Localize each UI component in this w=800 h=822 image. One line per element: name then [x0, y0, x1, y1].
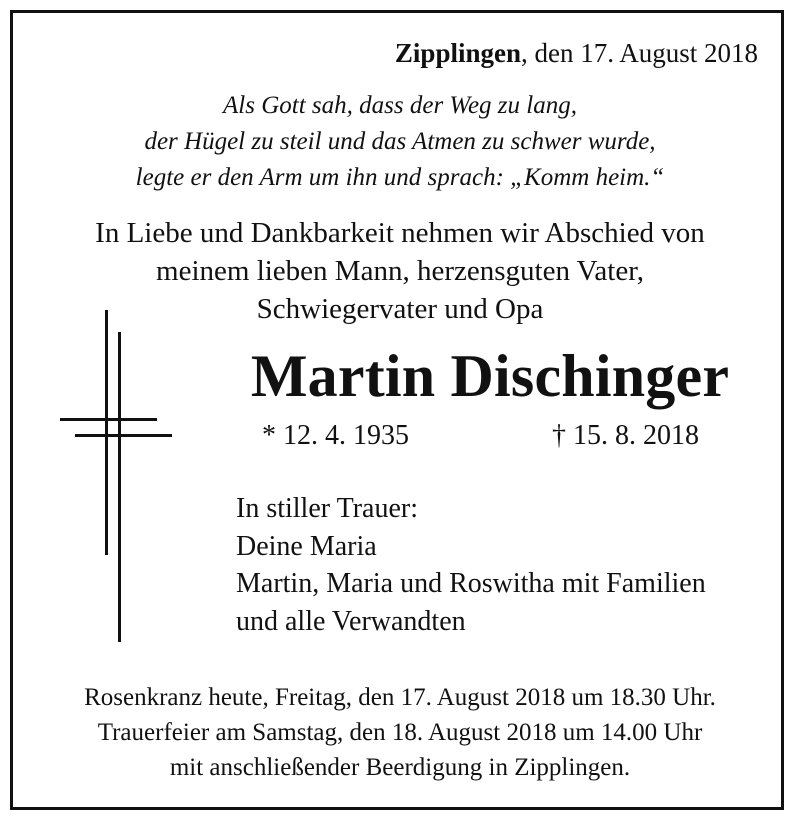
mourners-list	[236, 490, 706, 640]
intro-text	[0, 214, 800, 328]
cross-vertical-short	[105, 310, 108, 555]
verse-line: der Hügel zu steil und das Atmen zu schwer wurde,	[144, 128, 656, 155]
verse-line: Als Gott sah, dass der Weg zu lang,	[223, 92, 577, 119]
mourners-line: In stiller Trauer:	[236, 493, 418, 524]
cross-horizontal-lower	[75, 434, 172, 437]
verse-line: legte er den Arm um ihn und sprach: „Komm heim.“	[135, 164, 665, 191]
cross-vertical-long	[118, 332, 121, 642]
mourners-line: Deine Maria	[236, 530, 377, 562]
verse	[0, 88, 800, 196]
mourners-line: und alle Verwandten	[236, 605, 466, 637]
death-date: † 15. 8. 2018	[552, 420, 699, 451]
service-line: Rosenkranz heute, Freitag, den 17. August 2018 um 18.30 Uhr.	[84, 684, 716, 711]
dateline-date: , den 17. August 2018	[520, 38, 758, 68]
intro-line: In Liebe und Dankbarkeit nehmen wir Abschied von	[95, 217, 705, 249]
service-details	[0, 680, 800, 785]
mourners-line: Martin, Maria und Roswitha mit Familien	[236, 568, 706, 599]
intro-line: Schwiegervater und Opa	[256, 293, 544, 325]
deceased-name: Martin Dischinger	[250, 343, 730, 409]
cross-horizontal-upper	[60, 418, 157, 421]
intro-line: meinem lieben Mann, herzensguten Vater,	[156, 255, 644, 287]
service-line: mit anschließender Beerdigung in Zipplingen.	[169, 754, 631, 781]
birth-date: * 12. 4. 1935	[262, 420, 409, 451]
dateline	[395, 38, 758, 69]
service-line: Trauerfeier am Samstag, den 18. August 2018 um 14.00 Uhr	[97, 719, 703, 746]
dateline-place: Zipplingen	[394, 38, 521, 68]
